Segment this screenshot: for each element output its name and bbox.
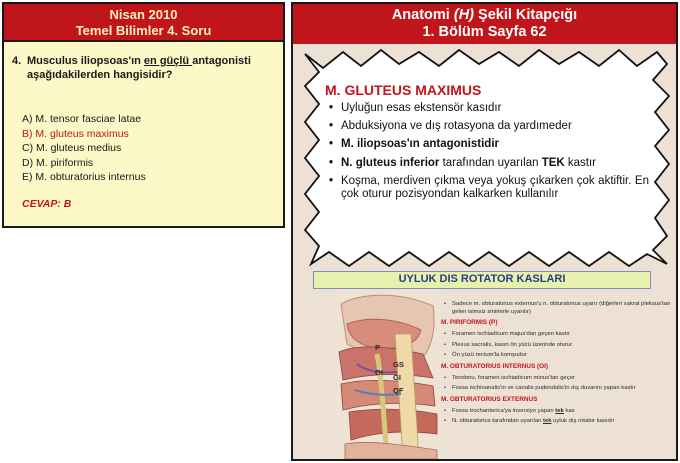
gluteus-content (327, 82, 649, 206)
label-piriformis: P (375, 343, 381, 352)
note-item: • Fossa ischioanalis'in ve canalis pudendalis'in dış duvarını yapan kastır (441, 385, 675, 393)
book-section: 1. Bölüm Sayfa 62 (422, 24, 547, 40)
note-item: • Plexus sacralis, kasın ön yüzü üzerinde oturur (441, 342, 675, 350)
option-e: E) M. obturatorius internus (22, 171, 146, 183)
fact-item (327, 157, 649, 170)
book-title-italic: (H) (453, 7, 474, 23)
tek-emphasis: TEK (541, 156, 565, 169)
book-title-post: Şekil Kitapçığı (474, 7, 578, 23)
reference-header (293, 4, 676, 44)
question-body (27, 54, 282, 82)
nerve-name: N. gluteus inferior (341, 156, 440, 169)
book-title-pre: Anatomi (391, 7, 454, 23)
note-text: Fossa trochanterica'ya insersiyo yapan (452, 407, 556, 414)
note-item (441, 418, 675, 426)
note-text: kas (563, 407, 575, 414)
option-d: D) M. piriformis (22, 156, 94, 169)
exam-question-ref: Temel Bilimler 4. Soru (75, 23, 212, 38)
question-emphasis: en güçlü (143, 55, 193, 67)
hip-anatomy-illustration (337, 294, 441, 459)
note-item: • Ön yüzü rectum'la komşudur (441, 352, 675, 360)
answer-key: CEVAP: B (22, 198, 72, 210)
note-text: N. obturatorius tarafından uyarılan (452, 418, 544, 424)
tek-emphasis: tek (543, 418, 552, 424)
tek-emphasis: tek (555, 407, 564, 414)
reference-panel (291, 2, 678, 461)
fact-item: • Uyluğun esas ekstensör kasıdır (327, 102, 649, 115)
question-panel (2, 2, 285, 228)
muscle-facts (327, 102, 649, 201)
answer-options (22, 112, 146, 185)
question-part1: Musculus iliopsoas'ın (27, 55, 144, 67)
note-item: • Foramen ischiadicum majus'dan geçen kastır (441, 331, 675, 339)
option-c: C) M. gluteus medius (22, 142, 122, 154)
question-number: 4. (12, 55, 22, 67)
label-quadratus-femoris: QF (393, 386, 404, 395)
label-gemellus-inferior: GI (393, 373, 401, 382)
question-part2: antagonisti aşağıdakilerden hangisidir? (27, 55, 251, 81)
fact-item: • M. iliopsoas'ın antagonistidir (327, 138, 649, 151)
label-obturator-internus: OI (375, 368, 383, 377)
option-a: A) M. tensor fasciae latae (22, 113, 142, 125)
muscle-title: M. GLUTEUS MAXIMUS (325, 82, 482, 98)
book-title (293, 7, 676, 24)
note-heading-piriformis: M. PIRIFORMIS (P) (441, 319, 498, 326)
question-text (12, 54, 282, 82)
exam-date: Nisan 2010 (109, 7, 178, 22)
question-header (4, 4, 283, 42)
fact-text: tarafından uyarılan (439, 156, 542, 169)
note-text: uyluk dış rotator kasıdır (551, 418, 615, 424)
fact-text: kastır (564, 156, 597, 169)
option-b: B) M. gluteus maximus (22, 127, 129, 140)
note-heading-obturator-internus: M. OBTURATORIUS INTERNUS (OI) (441, 362, 548, 370)
note-item: • Sadece m. obturatorius externus'u n. obturatorius uyarır (diğerleri sakral pleksus'tan gelen isimsiz sinirlerle uyarılır) (441, 301, 675, 316)
note-item: • Tendonu, foramen ischiadicum minus'tan geçer (441, 375, 675, 383)
rotator-notes (441, 301, 675, 429)
section-banner: UYLUK DIS ROTATOR KASLARI (313, 271, 651, 289)
label-gemellus-superior: GS (393, 360, 404, 369)
note-heading-obturator-externus: M. OBTURATORIUS EXTERNUS (441, 395, 538, 403)
fact-item: • Koşma, merdiven çıkma veya yokuş çıkarken çok aktiftir. En çok oturur pozisyondan kalkarken kullanılır (327, 175, 649, 201)
note-item (441, 408, 675, 416)
fact-item: • Abduksiyona ve dış rotasyona da yardımeder (327, 120, 649, 133)
